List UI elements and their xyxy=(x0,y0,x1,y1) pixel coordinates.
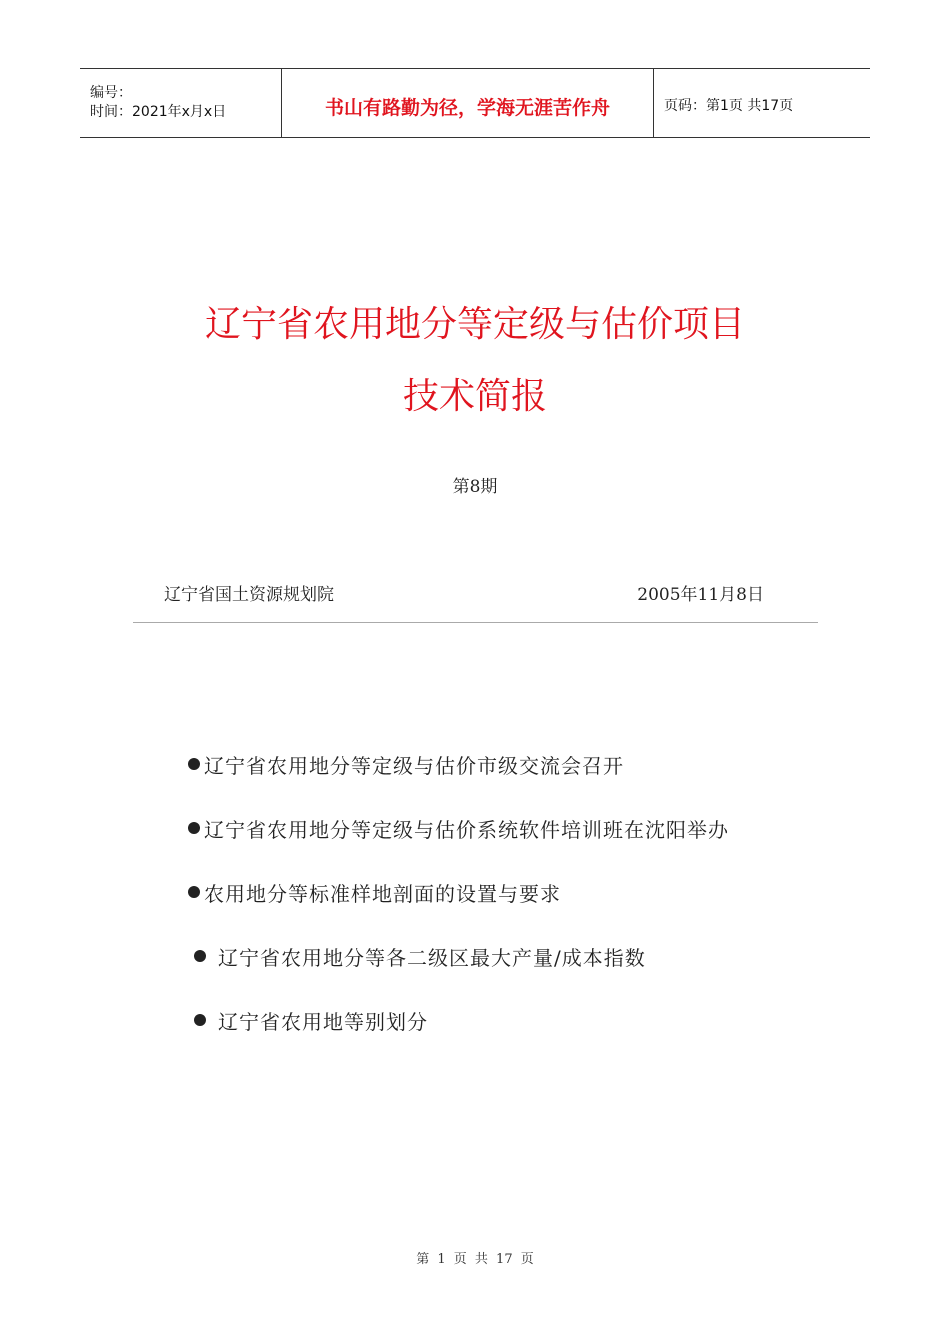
header-motto xyxy=(282,69,654,137)
page-footer: 第 1 页 共 17 页 xyxy=(416,1252,534,1267)
list-item xyxy=(188,878,729,906)
divider xyxy=(133,622,818,623)
list-item-text: 辽宁省农用地分等定级与估价系统软件培训班在沈阳举办 xyxy=(204,817,729,842)
page-header xyxy=(80,68,870,138)
bullet-icon xyxy=(188,758,200,770)
list-item-text: 农用地分等标准样地剖面的设置与要求 xyxy=(204,881,561,906)
header-page xyxy=(654,69,870,137)
list-item-text: 辽宁省农用地分等定级与估价市级交流会召开 xyxy=(204,753,624,778)
doc-title-line1: 辽宁省农用地分等定级与估价项目 xyxy=(204,304,745,345)
time-label: 时间：2021年x月x日 xyxy=(90,104,227,120)
list-item xyxy=(188,1006,729,1034)
header-meta xyxy=(80,69,282,137)
publisher-row xyxy=(164,580,764,605)
contents-list xyxy=(188,750,729,1070)
publisher-name: 辽宁省国土资源规划院 xyxy=(164,585,334,605)
number-label: 编号： xyxy=(90,85,132,101)
list-item xyxy=(188,942,729,970)
page-label: 页码：第1页 共17页 xyxy=(664,98,794,114)
list-item-text: 辽宁省农用地等别划分 xyxy=(218,1009,428,1034)
bullet-icon xyxy=(188,822,200,834)
bullet-icon xyxy=(188,886,200,898)
list-item xyxy=(188,750,729,778)
issue-number: 第8期 xyxy=(452,477,498,497)
motto-text: 书山有路勤为径，学海无涯苦作舟 xyxy=(324,96,610,119)
publish-date: 2005年11月8日 xyxy=(637,585,764,605)
bullet-icon xyxy=(194,950,206,962)
list-item-text: 辽宁省农用地分等各二级区最大产量/成本指数 xyxy=(218,945,646,970)
list-item xyxy=(188,814,729,842)
bullet-icon xyxy=(194,1014,206,1026)
doc-title-line2: 技术简报 xyxy=(402,376,547,417)
